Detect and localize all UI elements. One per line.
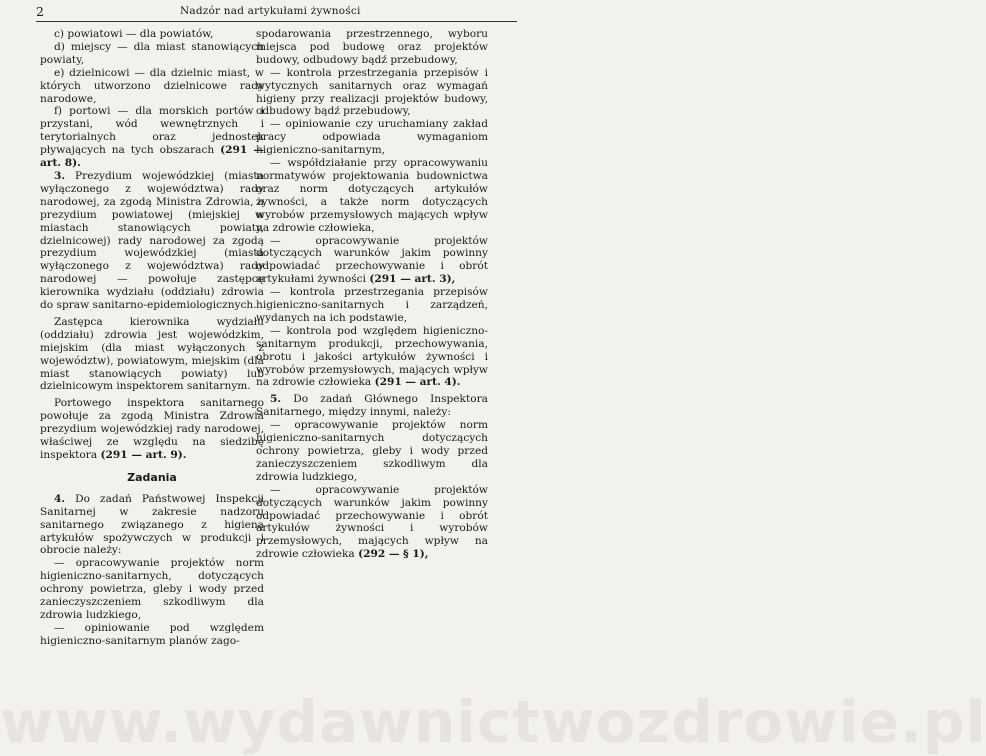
paragraph-text: — opracowywanie projektów dotyczących warunków jakim powinny odpowiadać przechowywanie i obrót artykułów żywności i wyrobów przemysłowych, mających wpływ na zdrowie człowieka xyxy=(256,483,488,561)
legal-reference: (291 — art. 9). xyxy=(100,449,187,461)
section-heading: Zadania xyxy=(127,470,177,484)
list-item: — kontrola przestrzegania przepisów i wytycznych sanitarnych oraz wymagań higieny przy realizacji projektów budowy, odbudowy bądź przebudowy, xyxy=(256,66,488,118)
paragraph xyxy=(40,170,264,312)
legal-reference: (291 — art. 3), xyxy=(369,273,456,286)
list-item: e) dzielnicowi — dla dzielnic miast, w których utworzono dzielnicowe rady narodowe, xyxy=(40,66,264,105)
list-item: — kontrola przestrzegania przepisów higieniczno-sanitarnych i zarządzeń, wydanych na ich podstawie, xyxy=(256,286,488,324)
header-rule xyxy=(36,21,517,22)
list-item: c) powiatowi — dla powiatów, xyxy=(54,28,214,40)
paragraph-text: Portowego inspektora sanitarnego powołuje za zgodą Ministra Zdrowia prezydium wojewódzkiej rady narodowej, właściwej ze względu na siedzibę inspektora xyxy=(40,397,264,461)
right-column xyxy=(256,28,488,561)
legal-reference: (291 — art. 8). xyxy=(40,144,264,170)
legal-reference: (292 — § 1), xyxy=(358,548,429,561)
list-item: — opiniowanie czy uruchamiany zakład pracy odpowiada wymaganiom higieniczno-sanitarnym, xyxy=(256,118,488,157)
watermark: www.wydawnictwozdrowie.pl xyxy=(0,688,986,756)
left-column xyxy=(40,28,264,648)
list-item xyxy=(256,484,488,561)
paragraph-text: — opracowywanie projektów dotyczących warunków jakim powinny odpowiadać przechowywanie i obrót artykułami żywności xyxy=(256,234,488,286)
legal-reference: (291 — art. 4). xyxy=(374,376,461,389)
list-item xyxy=(40,105,264,170)
list-item xyxy=(256,235,488,287)
list-item: d) miejscy — dla miast stanowiących powiaty, xyxy=(40,40,264,66)
paragraph-text: f) portowi — dla morskich portów i przystani, wód wewnętrznych i terytorialnych oraz jednostek pływających na tych obszarach xyxy=(40,105,264,157)
paragraph xyxy=(40,493,264,558)
section-number: 3. xyxy=(54,169,66,182)
paragraph xyxy=(256,393,488,419)
section-number: 5. xyxy=(270,393,282,406)
list-item xyxy=(256,325,488,390)
running-head: Nadzór nad artykułami żywności xyxy=(180,5,361,17)
page-number: 2 xyxy=(36,4,44,19)
list-item: — opracowywanie projektów norm higieniczno-sanitarnych dotyczących ochrony powietrza, gleby i wody przed zanieczyszczeniem szkodliwym dla zdrowia ludzkiego, xyxy=(256,419,488,483)
paragraph-text: Do zadań Głównego Inspektora Sanitarnego, między innymi, należy: xyxy=(256,393,488,419)
paragraph-text: Prezydium wojewódzkiej (miasta wyłączonego z województwa) rady narodowej, za zgodą Ministra Zdrowia, a prezydium powiatowej (miejskiej w miastach stanowiących powiaty, dzielnicowej) rady narodowej za zgodą prezydium wojewódzkiej (miasta wyłączonego z województwa) rady narodowej — powołuje zastępcę kierownika wydziału (oddziału) zdrowia do spraw sanitarno-epidemiologicznych. xyxy=(40,169,264,312)
paragraph: spodarowania przestrzennego, wyboru miejsca pod budowę oraz projektów budowy, odbudowy bądź przebudowy, xyxy=(256,28,488,66)
paragraph-text: — kontrola pod względem higieniczno-sanitarnym produkcji, przechowywania, obrotu i jakości artykułów żywności i wyrobów przemysłowych, mających wpływ na zdrowie człowieka xyxy=(256,324,488,389)
paragraph: Zastępca kierownika wydziału (oddziału) zdrowia jest wojewódzkim, miejskim (dla miast wyłączonych z województw), powiatowym, miejskim (dla miast stanowiących powiaty) lub dzielnicowym inspektorem sanitarnym. xyxy=(40,315,264,393)
list-item: — współdziałanie przy opracowywaniu normatywów projektowania budownictwa oraz norm dotyczących artykułów żywności, a także norm dotyczących wyrobów przemysłowych mających wpływ na zdrowie człowieka, xyxy=(256,157,488,234)
page-header xyxy=(0,0,535,22)
paragraph xyxy=(40,397,264,462)
list-item: — opracowywanie projektów norm higieniczno-sanitarnych, dotyczących ochrony powietrza, gleby i wody przed zanieczyszczeniem szkodliwym dla zdrowia ludzkiego, xyxy=(40,557,264,621)
section-number: 4. xyxy=(54,492,66,505)
list-item: — opiniowanie pod względem higieniczno-sanitarnym planów zago- xyxy=(40,621,264,647)
paragraph-text: Do zadań Państwowej Inspekcji Sanitarnej w zakresie nadzoru sanitarnego związanego z higieną artykułów spożywczych w produkcji i obrocie należy: xyxy=(40,492,264,557)
